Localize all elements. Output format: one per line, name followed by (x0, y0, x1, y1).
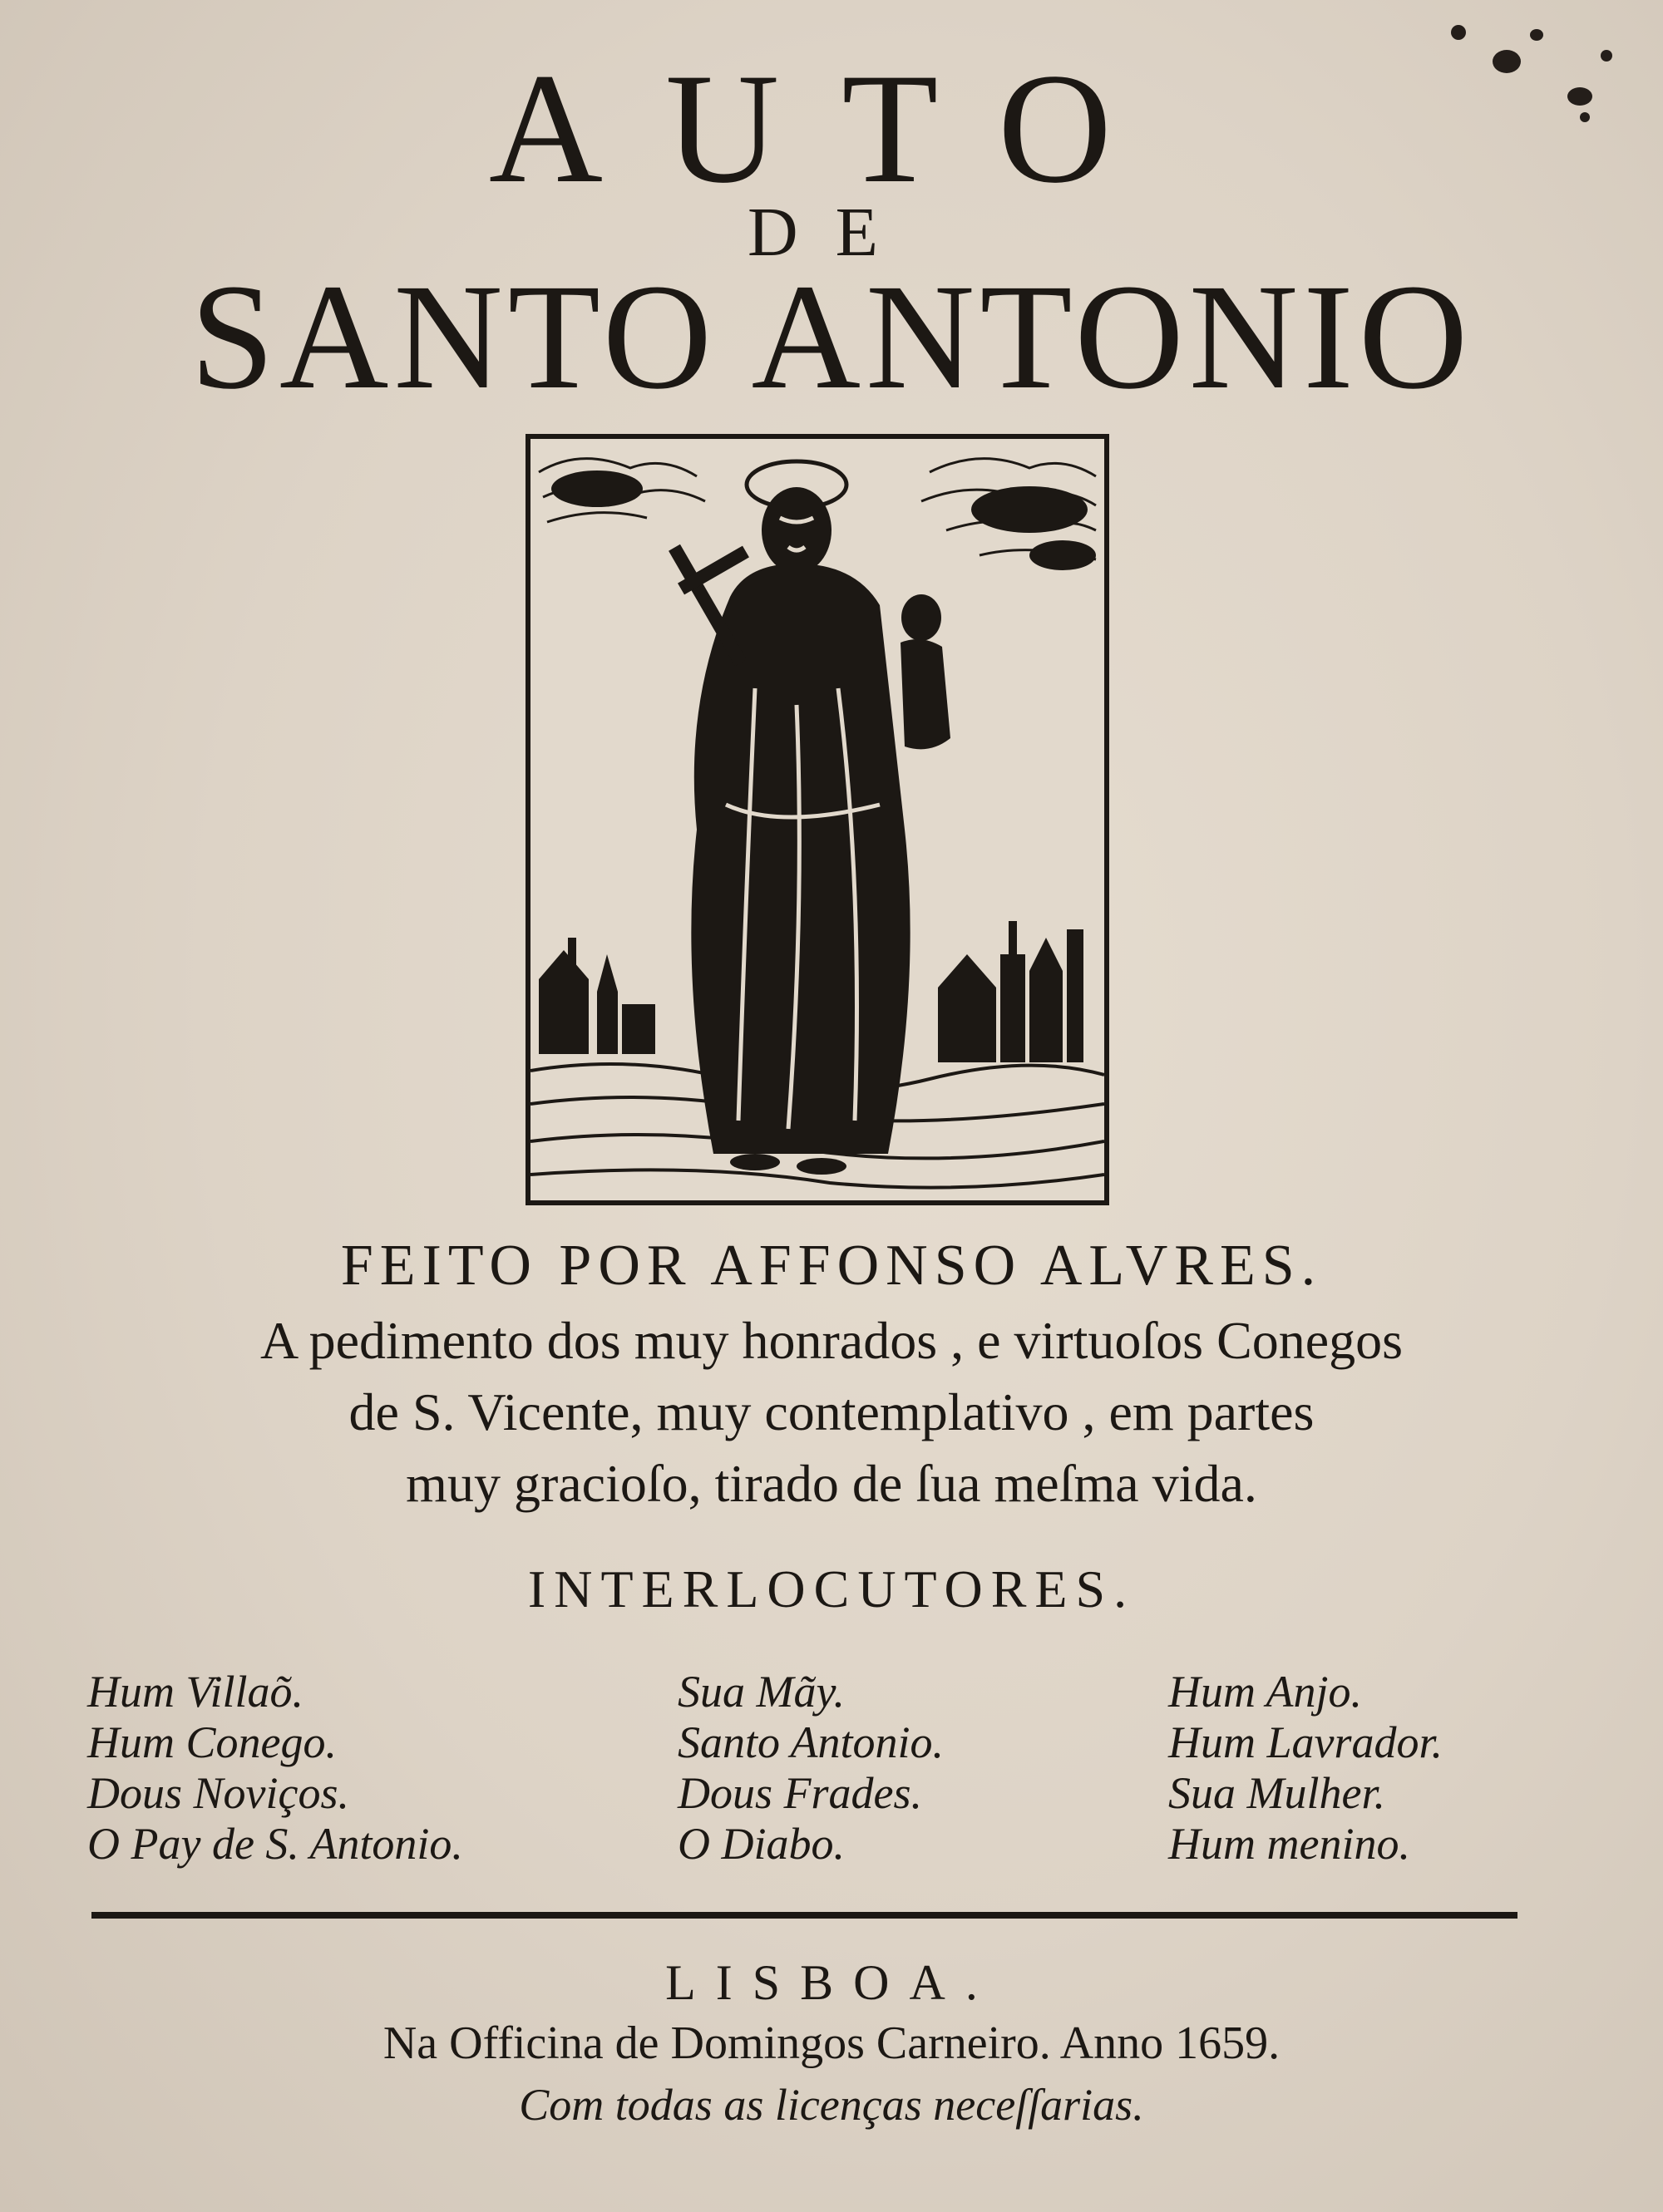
horizontal-rule (91, 1912, 1517, 1919)
woodcut-illustration (526, 434, 1109, 1205)
cast-member: Sua Mãy. (678, 1667, 845, 1717)
cast-column (87, 1667, 463, 1870)
cast-column (678, 1667, 944, 1870)
cast-member: Hum Villaõ. (87, 1667, 303, 1717)
imprint-licence: Com todas as licenças neceſſarias. (519, 2080, 1144, 2130)
cast-member: Hum Anjo. (1168, 1667, 1363, 1717)
author-byline: FEITO POR AFFONSO ALVRES. (340, 1234, 1323, 1298)
subtitle-line: A pedimento dos muy honrados , e virtuoſos Conegos (259, 1311, 1404, 1370)
cast-member: Santo Antonio. (678, 1717, 945, 1767)
cast-member: Dous Frades. (678, 1768, 922, 1818)
cast-member: Hum Conego. (87, 1717, 337, 1767)
ink-stain (1530, 29, 1543, 41)
title-line-de: DE (748, 194, 915, 271)
cast-column (1168, 1667, 1443, 1870)
imprint-place: LISBOA. (665, 1955, 998, 2010)
cast-member: O Diabo. (678, 1819, 845, 1869)
title-line-santo-antonio: SANTO ANTONIO (190, 254, 1473, 421)
cast-member: Hum Lavrador. (1168, 1717, 1443, 1767)
cast-member: Hum menino. (1168, 1819, 1410, 1869)
subtitle-line: de S. Vicente, muy contemplativo , em partes (348, 1382, 1315, 1441)
ink-stain (1451, 25, 1466, 40)
cast-member: Sua Mulher. (1168, 1768, 1385, 1818)
subtitle-block (83, 1305, 1580, 1520)
title-line-auto: AUTO (488, 42, 1175, 216)
cast-member: O Pay de S. Antonio. (87, 1819, 463, 1869)
subtitle-line: muy gracioſo, tirado de ſua meſma vida. (406, 1454, 1257, 1513)
cast-heading: INTERLOCUTORES. (527, 1559, 1136, 1618)
cast-member: Dous Noviços. (87, 1768, 349, 1818)
imprint-printer: Na Officina de Domingos Carneiro. Anno 1659. (382, 2017, 1281, 2069)
